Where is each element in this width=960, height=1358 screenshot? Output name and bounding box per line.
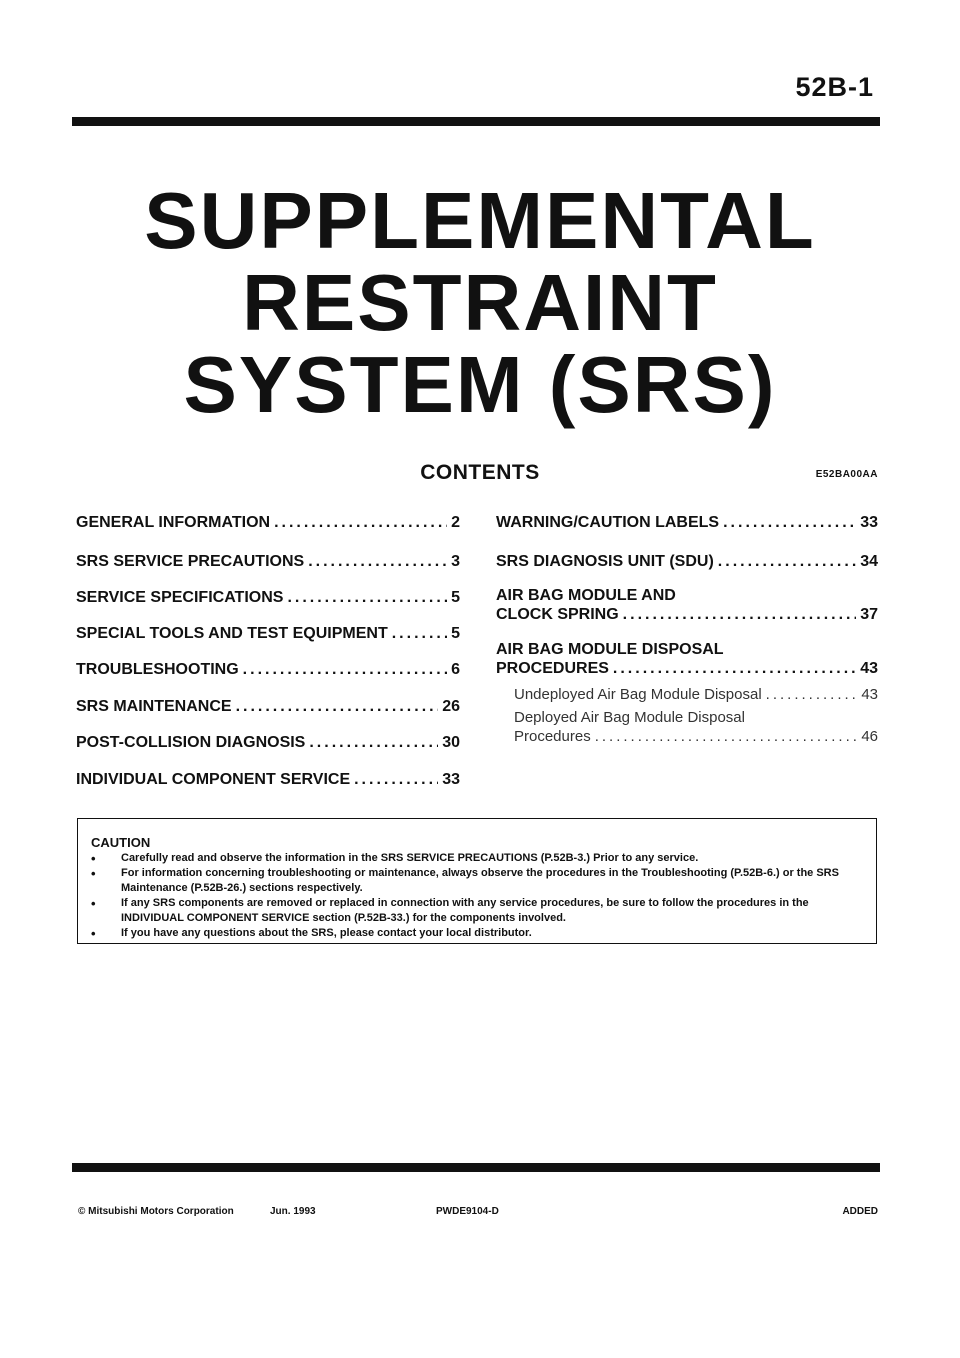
toc-subentry-line: Deployed Air Bag Module Disposal bbox=[514, 709, 745, 726]
toc-entry[interactable]: SRS SERVICE PRECAUTIONS ..... 3 bbox=[76, 553, 460, 571]
toc-entry[interactable]: POST-COLLISION DIAGNOSIS ..... 30 bbox=[76, 734, 460, 752]
caution-item: • Carefully read and observe the information in the SRS SERVICE PRECAUTIONS (P.52B-3.) Prior to any service. bbox=[91, 851, 866, 866]
toc-entry[interactable]: SERVICE SPECIFICATIONS ..... 5 bbox=[76, 589, 460, 607]
title-line-3: SYSTEM (SRS) bbox=[183, 340, 777, 429]
footer-date: Jun. 1993 bbox=[270, 1206, 316, 1217]
section-code: E52BA00AA bbox=[815, 469, 878, 480]
toc-entry[interactable]: CLOCK SPRING ..... 37 bbox=[496, 606, 878, 624]
toc-entry-line: AIR BAG MODULE AND bbox=[496, 587, 676, 604]
toc-entry-line: AIR BAG MODULE DISPOSAL bbox=[496, 641, 724, 658]
toc-entry[interactable]: SPECIAL TOOLS AND TEST EQUIPMENT ..... 5 bbox=[76, 625, 460, 643]
toc-entry[interactable]: TROUBLESHOOTING ..... 6 bbox=[76, 661, 460, 679]
toc-entry[interactable]: SRS DIAGNOSIS UNIT (SDU) ..... 34 bbox=[496, 553, 878, 571]
caution-item: • For information concerning troubleshooting or maintenance, always observe the procedures in the Troubleshooting (P.52B-6.) or the SRS Maintenance (P.52B-26.) sections respectively. bbox=[91, 866, 866, 896]
footer-status: ADDED bbox=[842, 1206, 878, 1217]
toc-entry[interactable]: INDIVIDUAL COMPONENT SERVICE ..... 33 bbox=[76, 771, 460, 789]
toc-entry[interactable]: SRS MAINTENANCE ..... 26 bbox=[76, 698, 460, 716]
toc-entry[interactable]: GENERAL INFORMATION ..... 2 bbox=[76, 514, 460, 532]
toc-subentry[interactable]: Procedures ..... 46 bbox=[496, 728, 878, 745]
toc-subentry[interactable]: Undeployed Air Bag Module Disposal ..... 43 bbox=[496, 686, 878, 703]
caution-box bbox=[77, 818, 877, 944]
page-number: 52B-1 bbox=[795, 72, 874, 102]
caution-item: • If any SRS components are removed or replaced in connection with any service procedures, be sure to follow the procedures in the INDIVIDUAL COMPONENT SERVICE section (P.52B-33.) for the components involved. bbox=[91, 896, 866, 926]
contents-heading: CONTENTS bbox=[420, 461, 540, 484]
bottom-rule bbox=[72, 1163, 880, 1172]
footer-doc-code: PWDE9104-D bbox=[436, 1206, 499, 1217]
top-rule bbox=[72, 117, 880, 126]
caution-title: CAUTION bbox=[91, 835, 151, 850]
title-line-2: RESTRAINT bbox=[242, 258, 718, 347]
document-title bbox=[0, 176, 960, 429]
toc-entry[interactable]: PROCEDURES ..... 43 bbox=[496, 660, 878, 678]
caution-item: • If you have any questions about the SRS, please contact your local distributor. bbox=[91, 926, 866, 941]
footer-copyright: © Mitsubishi Motors Corporation bbox=[78, 1206, 234, 1217]
caution-list bbox=[91, 851, 866, 941]
toc-entry[interactable]: WARNING/CAUTION LABELS ..... 33 bbox=[496, 514, 878, 532]
title-line-1: SUPPLEMENTAL bbox=[144, 176, 816, 265]
